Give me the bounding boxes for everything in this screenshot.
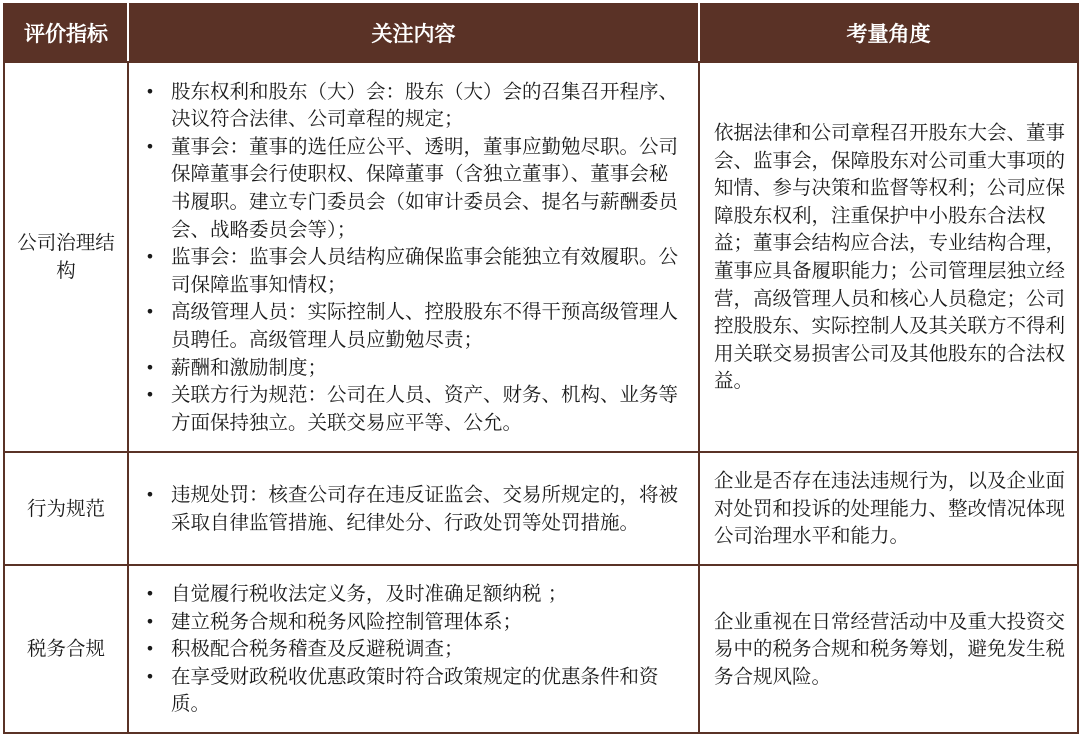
focus-list: [143, 580, 686, 718]
header-angle: 考量角度: [699, 4, 1078, 62]
bullet-icon: •: [145, 639, 155, 659]
bullet-icon: •: [145, 357, 155, 377]
bullet-icon: •: [145, 584, 155, 604]
header-focus: 关注内容: [128, 4, 699, 62]
header-metric: 评价指标: [4, 4, 128, 62]
list-item: • 薪酬和激励制度；: [143, 354, 686, 382]
table-row: [4, 62, 1078, 452]
table-row: [4, 565, 1078, 733]
metric-cell: 税务合规: [4, 565, 128, 733]
bullet-icon: •: [145, 666, 155, 686]
table-header-row: [4, 4, 1078, 62]
list-item: • 在享受财政税收优惠政策时符合政策规定的优惠条件和资质。: [143, 663, 686, 718]
evaluation-table: [3, 3, 1079, 734]
bullet-icon: •: [145, 81, 155, 101]
metric-cell: 公司治理结构: [4, 62, 128, 452]
bullet-icon: •: [145, 302, 155, 322]
list-item: • 建立税务合规和税务风险控制管理体系；: [143, 608, 686, 636]
focus-list: [143, 78, 686, 437]
angle-cell: 企业重视在日常经营活动中及重大投资交易中的税务合规和税务筹划，避免发生税务合规风险。: [699, 565, 1078, 733]
focus-cell: [128, 452, 699, 565]
bullet-icon: •: [145, 611, 155, 631]
bullet-icon: •: [145, 385, 155, 405]
metric-cell: 行为规范: [4, 452, 128, 565]
list-item: • 董事会：董事的选任应公平、透明，董事应勤勉尽职。公司保障董事会行使职权、保障董事（含独立董事）、董事会秘书履职。建立专门委员会（如审计委员会、提名与薪酬委员会、战略委员会等）；: [143, 133, 686, 243]
list-item: • 监事会：监事会人员结构应确保监事会能独立有效履职。公司保障监事知情权；: [143, 243, 686, 298]
list-item: • 违规处罚：核查公司存在违反证监会、交易所规定的，将被采取自律监管措施、纪律处分、行政处罚等处罚措施。: [143, 481, 686, 536]
list-item: • 关联方行为规范：公司在人员、资产、财务、机构、业务等方面保持独立。关联交易应平等、公允。: [143, 381, 686, 436]
focus-cell: [128, 565, 699, 733]
list-item: • 股东权利和股东（大）会：股东（大）会的召集召开程序、决议符合法律、公司章程的规定；: [143, 78, 686, 133]
bullet-icon: •: [145, 247, 155, 267]
focus-list: [143, 481, 686, 536]
angle-cell: 依据法律和公司章程召开股东大会、董事会、监事会，保障股东对公司重大事项的知情、参与决策和监督等权利；公司应保障股东权利，注重保护中小股东合法权益；董事会结构应合法，专业结构合理，董事应具备履职能力；公司管理层独立经营，高级管理人员和核心人员稳定；公司控股股东、实际控制人及其关联方不得利用关联交易损害公司及其他股东的合法权益。: [699, 62, 1078, 452]
list-item: • 自觉履行税收法定义务，及时准确足额纳税 ；: [143, 580, 686, 608]
list-item: • 积极配合税务稽查及反避税调查；: [143, 635, 686, 663]
list-item: • 高级管理人员：实际控制人、控股股东不得干预高级管理人员聘任。高级管理人员应勤勉尽责；: [143, 298, 686, 353]
focus-cell: [128, 62, 699, 452]
angle-cell: 企业是否存在违法违规行为，以及企业面对处罚和投诉的处理能力、整改情况体现公司治理水平和能力。: [699, 452, 1078, 565]
bullet-icon: •: [145, 484, 155, 504]
bullet-icon: •: [145, 136, 155, 156]
table-row: [4, 452, 1078, 565]
